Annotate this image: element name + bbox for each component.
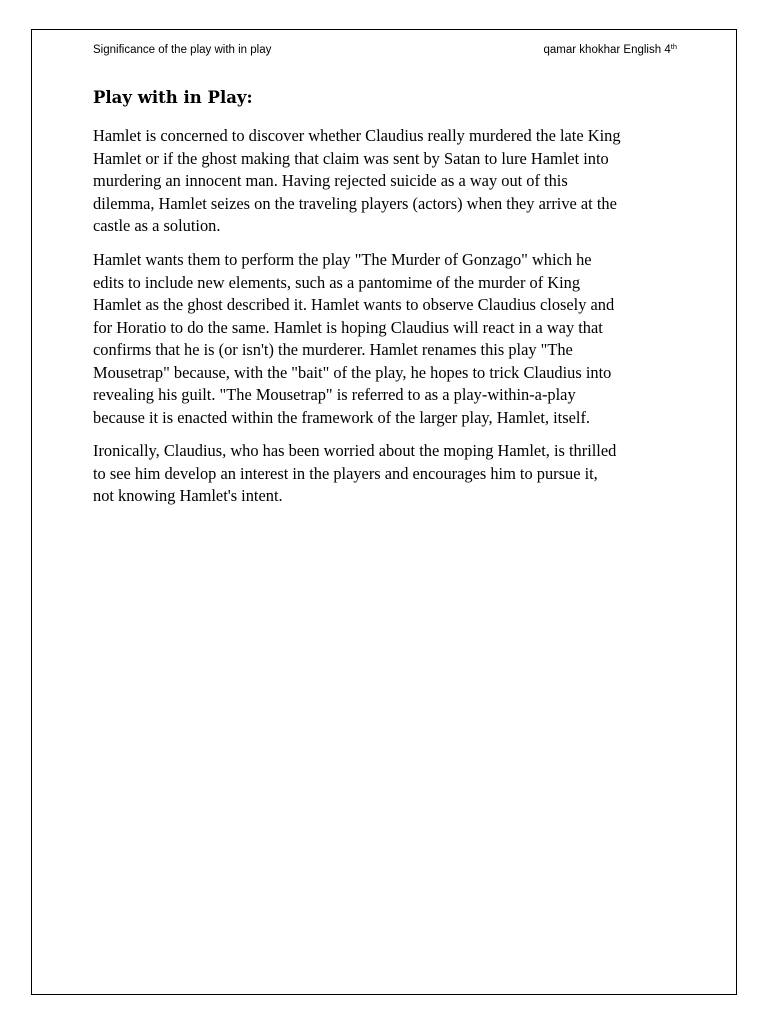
header-author-text: qamar khokhar English 4: [543, 44, 671, 56]
paragraph-line: edits to include new elements, such as a pantomime of the murder of King: [93, 272, 581, 292]
paragraph-line: Hamlet or if the ghost making that claim was sent by Satan to lure Hamlet into: [93, 148, 609, 168]
header-title: Significance of the play with in play: [93, 44, 272, 56]
paragraph-line: because it is enacted within the framework of the larger play, Hamlet, itself.: [93, 407, 591, 427]
paragraph-line: dilemma, Hamlet seizes on the traveling players (actors) when they arrive at the: [93, 193, 617, 213]
paragraph-3: [93, 440, 616, 508]
header-author-superscript: th: [670, 42, 677, 51]
paragraph-line: confirms that he is (or isn't) the murderer. Hamlet renames this play "The: [93, 340, 573, 359]
paragraph-line: Hamlet as the ghost described it. Hamlet wants to observe Claudius closely and: [93, 295, 615, 314]
section-heading: Play with in Play:: [93, 88, 253, 107]
paragraph-line: murdering an innocent man. Having rejected suicide as a way out of this: [93, 171, 568, 190]
paragraph-line: to see him develop an interest in the players and encourages him to pursue it,: [93, 463, 598, 483]
paragraph-line: Ironically, Claudius, who has been worried about the moping Hamlet, is thrilled: [93, 441, 617, 460]
paragraph-line: Hamlet wants them to perform the play "The Murder of Gonzago" which he: [93, 250, 592, 269]
paragraph-line: for Horatio to do the same. Hamlet is hoping Claudius will react in a way that: [93, 317, 603, 337]
paragraph-2: [93, 249, 614, 429]
paragraph-1: [93, 125, 621, 238]
paragraph-line: not knowing Hamlet's intent.: [93, 486, 283, 505]
paragraph-line: Hamlet is concerned to discover whether Claudius really murdered the late King: [93, 126, 621, 145]
paragraph-line: revealing his guilt. "The Mousetrap" is referred to as a play-within-a-play: [93, 385, 576, 404]
header-author: [544, 44, 677, 56]
page-header: [93, 44, 677, 64]
paragraph-line: castle as a solution.: [93, 216, 221, 235]
paragraph-line: Mousetrap" because, with the "bait" of the play, he hopes to trick Claudius into: [93, 362, 612, 382]
